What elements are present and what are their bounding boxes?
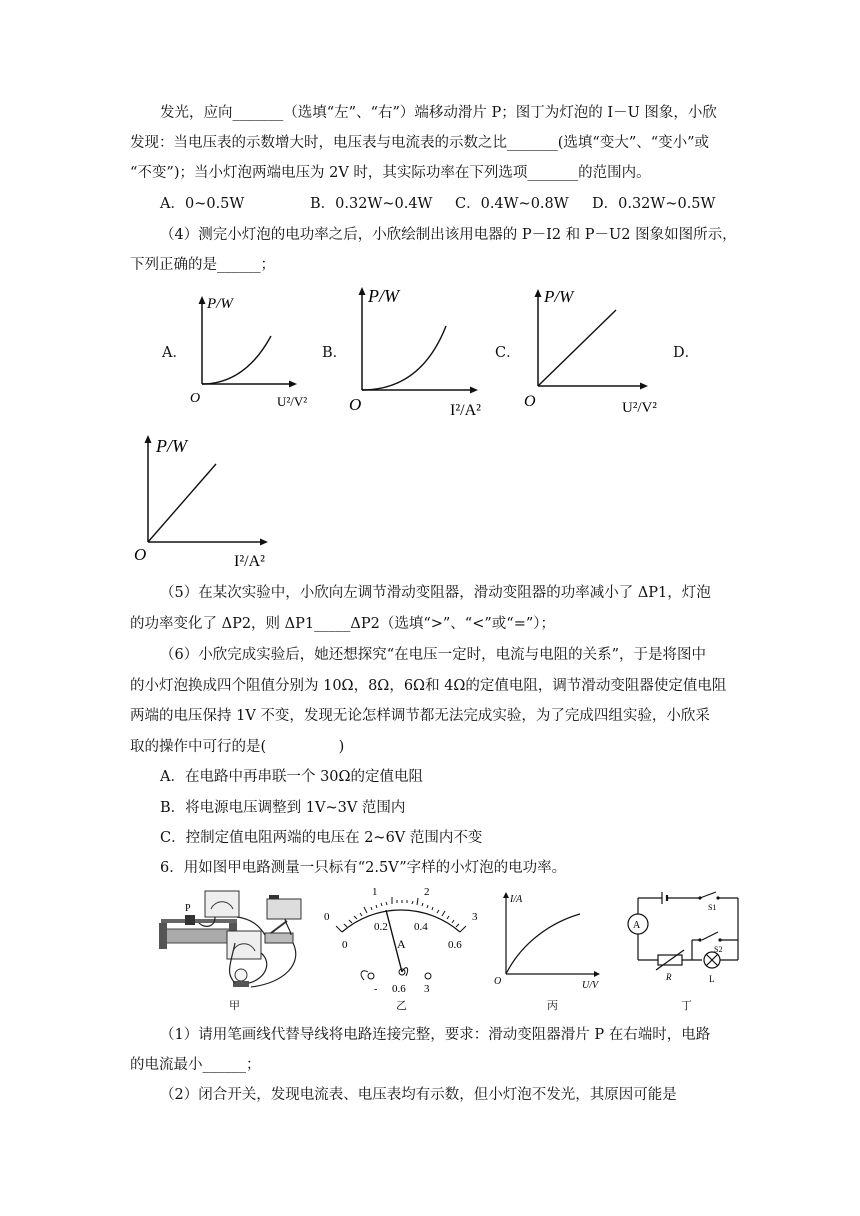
graph-b-ylabel: P/W bbox=[368, 286, 399, 306]
terminal-06-label: 0.6 bbox=[392, 983, 406, 995]
q5-part6-option-c: C．控制定值电阻两端的电压在 2~6V 范围内不变 bbox=[160, 830, 483, 846]
graph-b-curve bbox=[362, 326, 446, 390]
choice-label-c: C． bbox=[495, 345, 521, 361]
q6-stem: 6．用如图甲电路测量一只标有“2.5V”字样的小灯泡的电功率。 bbox=[160, 860, 567, 876]
choice-label-d: D． bbox=[673, 345, 700, 361]
iu-curve bbox=[506, 914, 580, 974]
graph-d-origin: O bbox=[134, 545, 147, 564]
caption-ding: 丁 bbox=[681, 999, 692, 1012]
rheostat-icon bbox=[163, 929, 233, 943]
label-s1: S1 bbox=[708, 903, 717, 912]
graph-b-origin: O bbox=[349, 395, 362, 414]
graph-d-ylabel: P/W bbox=[156, 436, 187, 456]
graph-d-line bbox=[148, 464, 216, 542]
q5-part6-line2: 的小灯泡换成四个阻值分别为 10Ω，8Ω，6Ω和 4Ω的定值电阻，调节滑动变阻器使定值电阻 bbox=[130, 678, 727, 694]
slider-label: P bbox=[185, 903, 191, 914]
terminal-negative-icon bbox=[368, 973, 374, 979]
meter-bottom-04: 0.4 bbox=[414, 921, 428, 933]
q5-part3-line3: “不变”)；当小灯泡两端电压为 2V 时，其实际功率在下列选项_______的范围内。 bbox=[130, 165, 651, 181]
q5-part3-line2: 发现：当电压表的示数增大时，电压表与电流表的示数之比_______(选填“变大”、“变小”或 bbox=[130, 135, 710, 151]
q5-part5-line2: 的功率变化了 ΔP2，则 ΔP1_____ΔP2（选填“>”、“<”或“=”）； bbox=[130, 616, 556, 632]
graph-a bbox=[185, 292, 325, 412]
graph-b-xlabel: I²/A² bbox=[450, 402, 481, 419]
caption-yi: 乙 bbox=[396, 999, 407, 1012]
label-l: L bbox=[709, 974, 715, 984]
label-r: R bbox=[666, 972, 672, 982]
graph-a-ylabel: P/W bbox=[207, 296, 233, 312]
q6-part2-line1: （2）闭合开关，发现电流表、电压表均有示数，但小灯泡不发光，其原因可能是 bbox=[160, 1087, 677, 1103]
q5-part6-line3: 两端的电压保持 1V 不变，发现无论怎样调节都无法完成实验，为了完成四组实验，小欣采 bbox=[130, 708, 710, 724]
meter-top-3: 3 bbox=[472, 911, 478, 923]
q5-part3-option-c: C．0.4W~0.8W bbox=[455, 196, 569, 212]
bulb-icon bbox=[235, 969, 247, 981]
choice-label-a: A． bbox=[162, 345, 187, 361]
iu-ylabel: I/A bbox=[510, 894, 523, 905]
iu-origin: O bbox=[494, 976, 502, 987]
graph-c-origin: O bbox=[524, 393, 536, 410]
q6-part1-line1: （1）请用笔画线代替导线将电路连接完整，要求：滑动变阻器滑片 P 在右端时，电路 bbox=[160, 1027, 711, 1043]
caption-jia: 甲 bbox=[229, 999, 240, 1012]
q5-part3-option-b: B．0.32W~0.4W bbox=[310, 196, 433, 212]
graph-d bbox=[130, 428, 290, 574]
label-ammeter: A bbox=[633, 920, 641, 931]
graph-a-curve bbox=[202, 336, 271, 384]
slider-icon bbox=[185, 915, 195, 925]
q5-part3-line1: 发光，应向_______（选填“左”、“右”）端移动滑片 P；图丁为灯泡的 I－U 图象，小欣 bbox=[160, 105, 717, 121]
q5-part3-option-d: D．0.32W~0.5W bbox=[592, 196, 716, 212]
meter-top-zero: 0 bbox=[324, 911, 330, 923]
q5-part4-line2: 下列正确的是______； bbox=[130, 257, 275, 273]
q5-part6-line1: （6）小欣完成实验后，她还想探究“在电压一定时，电流与电阻的关系”，于是将图中 bbox=[160, 647, 707, 663]
q5-part6-option-a: A．在电路中再串联一个 30Ω的定值电阻 bbox=[160, 769, 424, 785]
figure-meter-dial bbox=[314, 880, 484, 995]
graph-b bbox=[346, 282, 496, 420]
graph-c-xlabel: U²/V² bbox=[622, 400, 657, 416]
iu-xlabel: U/V bbox=[582, 980, 599, 991]
graph-d-xlabel: I²/A² bbox=[234, 553, 265, 570]
choice-label-b: B． bbox=[322, 345, 348, 361]
q5-part4-line1: （4）测完小灯泡的电功率之后，小欣绘制出该用电器的 P－I2 和 P－U2 图象如图所示， bbox=[160, 227, 737, 243]
terminal-3-label: 3 bbox=[424, 983, 430, 995]
figure-apparatus bbox=[155, 883, 315, 1003]
meter-top-1: 1 bbox=[372, 886, 378, 898]
q5-part3-option-a: A．0~0.5W bbox=[160, 196, 245, 212]
graph-c-ylabel: P/W bbox=[544, 287, 574, 306]
meter-unit: A bbox=[397, 937, 406, 951]
meter-top-2: 2 bbox=[424, 886, 430, 898]
q5-part6-option-b: B．将电源电压调整到 1V~3V 范围内 bbox=[160, 800, 406, 816]
meter-bottom-0: 0 bbox=[342, 939, 348, 951]
caption-bing: 丙 bbox=[547, 999, 558, 1012]
terminal-3-icon bbox=[425, 973, 431, 979]
graph-c-line bbox=[538, 310, 616, 386]
switch-icon bbox=[265, 933, 293, 943]
figure-iu-graph bbox=[492, 888, 612, 992]
meter-bottom-06: 0.6 bbox=[448, 939, 462, 951]
power-supply-icon bbox=[267, 899, 301, 919]
meter-bottom-02: 0.2 bbox=[374, 921, 388, 933]
graph-c bbox=[522, 284, 672, 420]
figure-circuit bbox=[622, 888, 744, 988]
q5-part6-line4: 取的操作中可行的是( ) bbox=[130, 739, 345, 755]
graph-a-xlabel: U²/V² bbox=[277, 394, 308, 409]
voltmeter-icon bbox=[205, 891, 239, 917]
terminal-negative-label: - bbox=[374, 984, 378, 995]
label-s2: S2 bbox=[714, 945, 723, 954]
q5-part5-line1: （5）在某次实验中，小欣向左调节滑动变阻器，滑动变阻器的功率减小了 ΔP1，灯泡 bbox=[160, 585, 711, 601]
graph-a-origin: O bbox=[190, 391, 201, 406]
q6-part1-line2: 的电流最小______； bbox=[130, 1057, 261, 1073]
